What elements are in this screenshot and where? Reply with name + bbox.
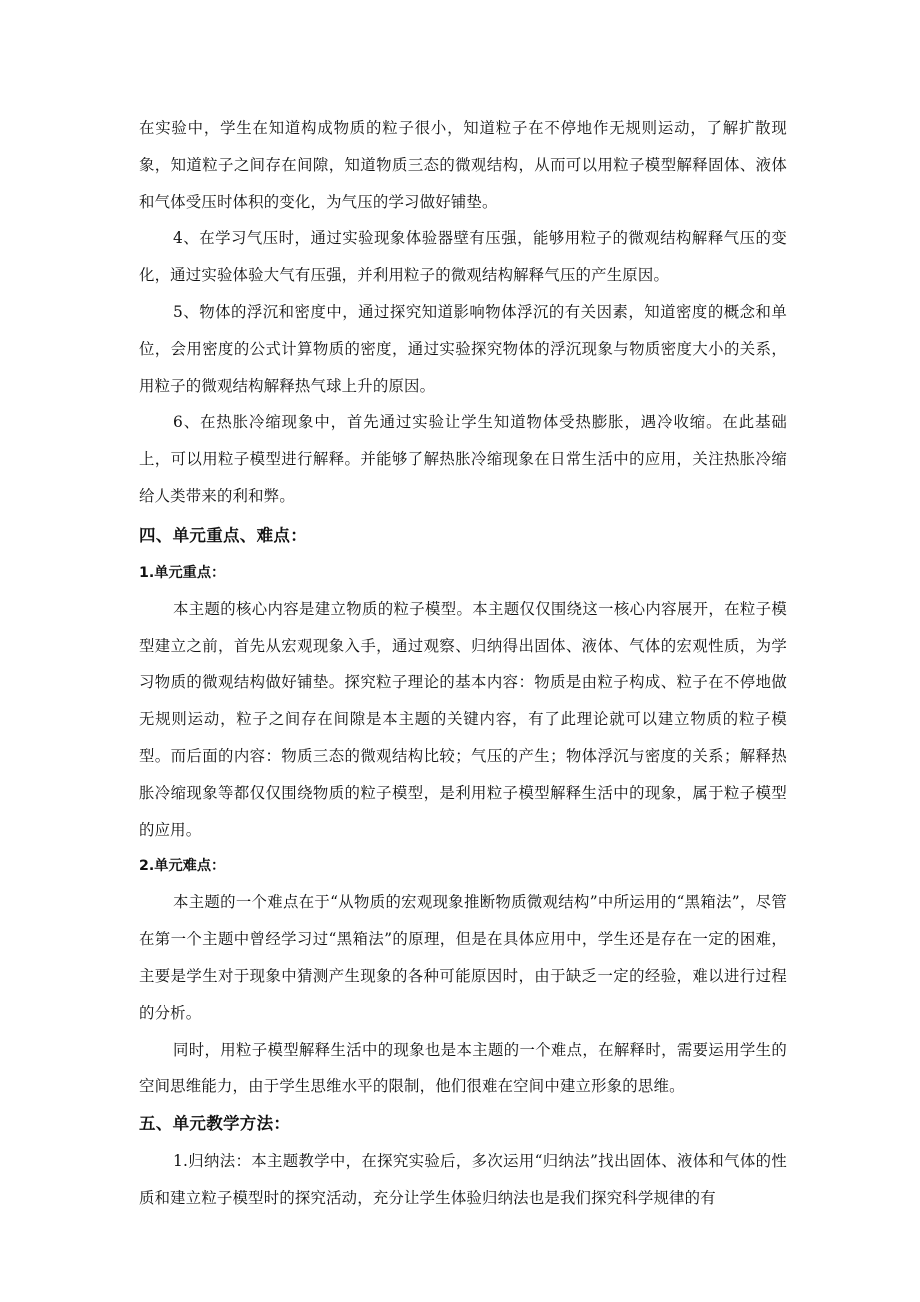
section-heading-5: 五、单元教学方法：: [139, 1114, 291, 1134]
paragraph-item-4: 4、在学习气压时，通过实验现象体验器壁有压强，能够用粒子的微观结构解释气压的变化，通过实验体验大气有压强，并利用粒子的微观结构解释气压的产生原因。: [139, 229, 787, 285]
paragraph-difficult-1: 本主题的一个难点在于“从物质的宏观现象推断物质微观结构”中所运用的“黑箱法”，尽管在第一个主题中曾经学习过“黑箱法”的原理，但是在具体应用中，学生还是存在一定的困难，主要是学生对于现象中猜测产生现象的各种可能原因时，由于缺乏一定的经验，难以进行过程的分析。: [139, 893, 787, 1022]
paragraph-continued: 在实验中，学生在知道构成物质的粒子很小，知道粒子在不停地作无规则运动，了解扩散现象，知道粒子之间存在间隙，知道物质三态的微观结构，从而可以用粒子模型解释固体、液体和气体受压时体积的变化，为气压的学习做好铺垫。: [139, 119, 787, 211]
paragraph-difficult-2: 同时，用粒子模型解释生活中的现象也是本主题的一个难点，在解释时，需要运用学生的空间思维能力，由于学生思维水平的限制，他们很难在空间中建立形象的思维。: [139, 1040, 787, 1096]
paragraph-item-6: 6、在热胀冷缩现象中，首先通过实验让学生知道物体受热膨胀，遇冷收缩。在此基础上，可以用粒子模型进行解释。并能够了解热胀冷缩现象在日常生活中的应用，关注热胀冷缩给人类带来的利和弊。: [139, 413, 787, 505]
subheading-key-points: 1.单元重点：: [139, 564, 226, 581]
paragraph-key-points: 本主题的核心内容是建立物质的粒子模型。本主题仅仅围绕这一核心内容展开，在粒子模型建立之前，首先从宏观现象入手，通过观察、归纳得出固体、液体、气体的宏观性质，为学习物质的微观结构做好铺垫。探究粒子理论的基本内容：物质是由粒子构成、粒子在不停地做无规则运动，粒子之间存在间隙是本主题的关键内容，有了此理论就可以建立物质的粒子模型。而后面的内容：物质三态的微观结构比较；气压的产生；物体浮沉与密度的关系；解释热胀冷缩现象等都仅仅围绕物质的粒子模型，是利用粒子模型解释生活中的现象，属于粒子模型的应用。: [139, 599, 787, 839]
paragraph-item-5: 5、物体的浮沉和密度中，通过探究知道影响物体浮沉的有关因素，知道密度的概念和单位，会用密度的公式计算物质的密度，通过实验探究物体的浮沉现象与物质密度大小的关系，用粒子的微观结构解释热气球上升的原因。: [139, 302, 787, 395]
section-heading-4: 四、单元重点、难点：: [139, 525, 307, 545]
subheading-difficult-points: 2.单元难点：: [139, 858, 226, 875]
paragraph-method-1: 1.归纳法：本主题教学中，在探究实验后，多次运用“归纳法”找出固体、液体和气体的性质和建立粒子模型时的探究活动，充分让学生体验归纳法也是我们探究科学规律的有: [139, 1152, 787, 1207]
document-body: [139, 110, 787, 1217]
